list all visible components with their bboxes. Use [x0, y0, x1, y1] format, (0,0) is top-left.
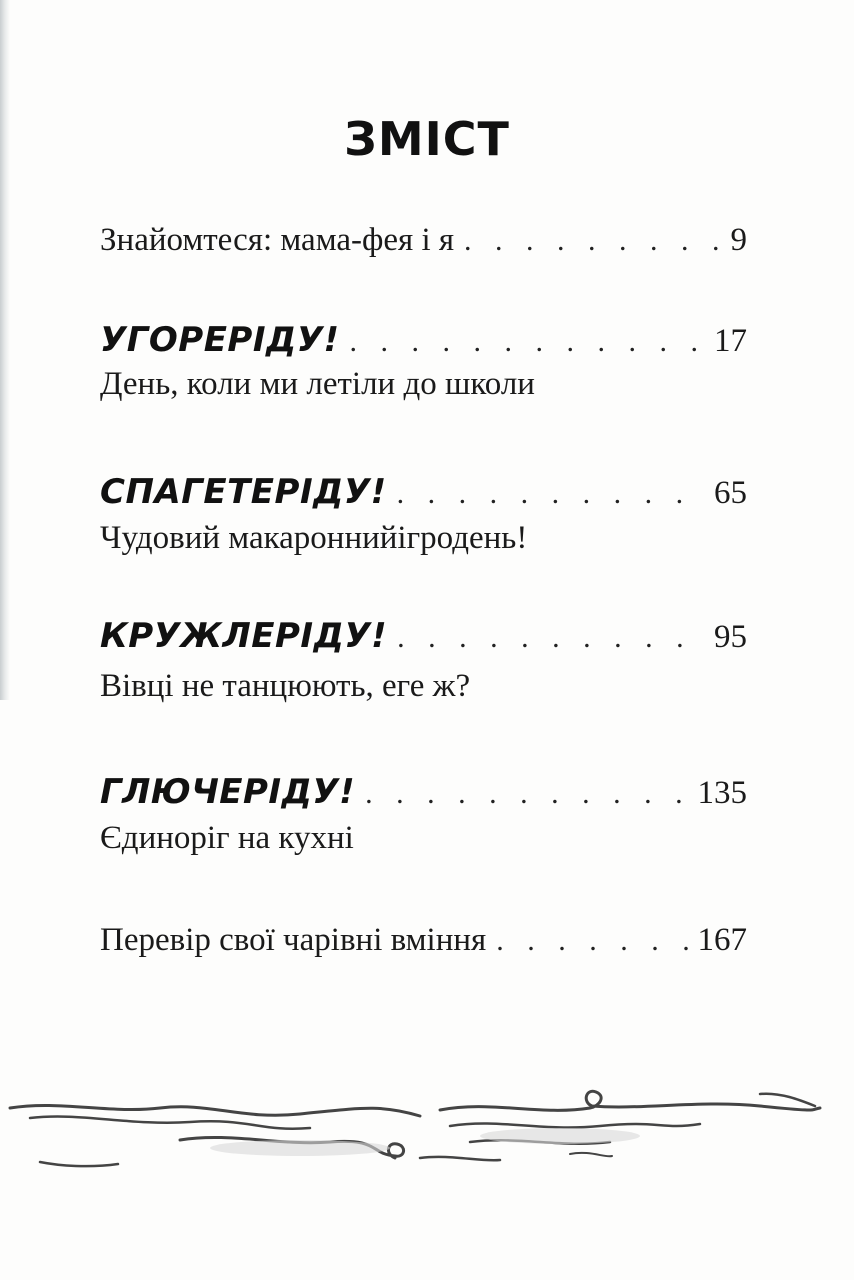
chapter-title: СПАГЕТЕРІДУ!: [100, 472, 387, 512]
toc-chapter-heading: [100, 772, 747, 812]
toc-entry-label: Перевір свої чарівні вміння: [100, 922, 487, 958]
page-spine-shadow: [0, 0, 10, 700]
chapter-title: ГЛЮЧЕРІДУ!: [100, 772, 356, 812]
toc-chapter-heading: [100, 616, 747, 656]
dot-leader: [350, 325, 705, 359]
page-title: ЗМІСТ: [344, 112, 510, 166]
toc-page-number: 167: [697, 922, 747, 958]
dot-leader: [397, 477, 704, 511]
chapter-title: УГОРЕРІДУ!: [100, 320, 340, 360]
toc-entry-outro: [100, 922, 747, 959]
chapter-subtitle: День, коли ми летіли до школи: [100, 366, 535, 402]
chapter-subtitle: Єдиноріг на кухні: [100, 820, 354, 856]
toc-entry-label: Знайомтеся: мама-фея і я: [100, 222, 455, 258]
toc-page-number: 135: [697, 775, 747, 811]
toc-entry-intro: [100, 222, 747, 259]
toc-page-number: 17: [714, 323, 747, 359]
chapter-subtitle: Чудовий макароннийігродень!: [100, 520, 528, 556]
dot-leader: [397, 621, 704, 655]
chapter-subtitle: Вівці не танцюють, еге ж?: [100, 668, 471, 704]
toc-chapter-heading: [100, 320, 747, 360]
toc-page-number: 65: [714, 475, 747, 511]
dot-leader: [464, 224, 720, 258]
chapter-title: КРУЖЛЕРІДУ!: [100, 616, 388, 656]
decorative-squiggle-lines: [0, 1070, 854, 1190]
toc-chapter-heading: [100, 472, 747, 512]
toc-page-number: 9: [730, 222, 747, 258]
dot-leader: [365, 777, 687, 811]
dot-leader: [496, 924, 687, 958]
toc-page-number: 95: [714, 619, 747, 655]
